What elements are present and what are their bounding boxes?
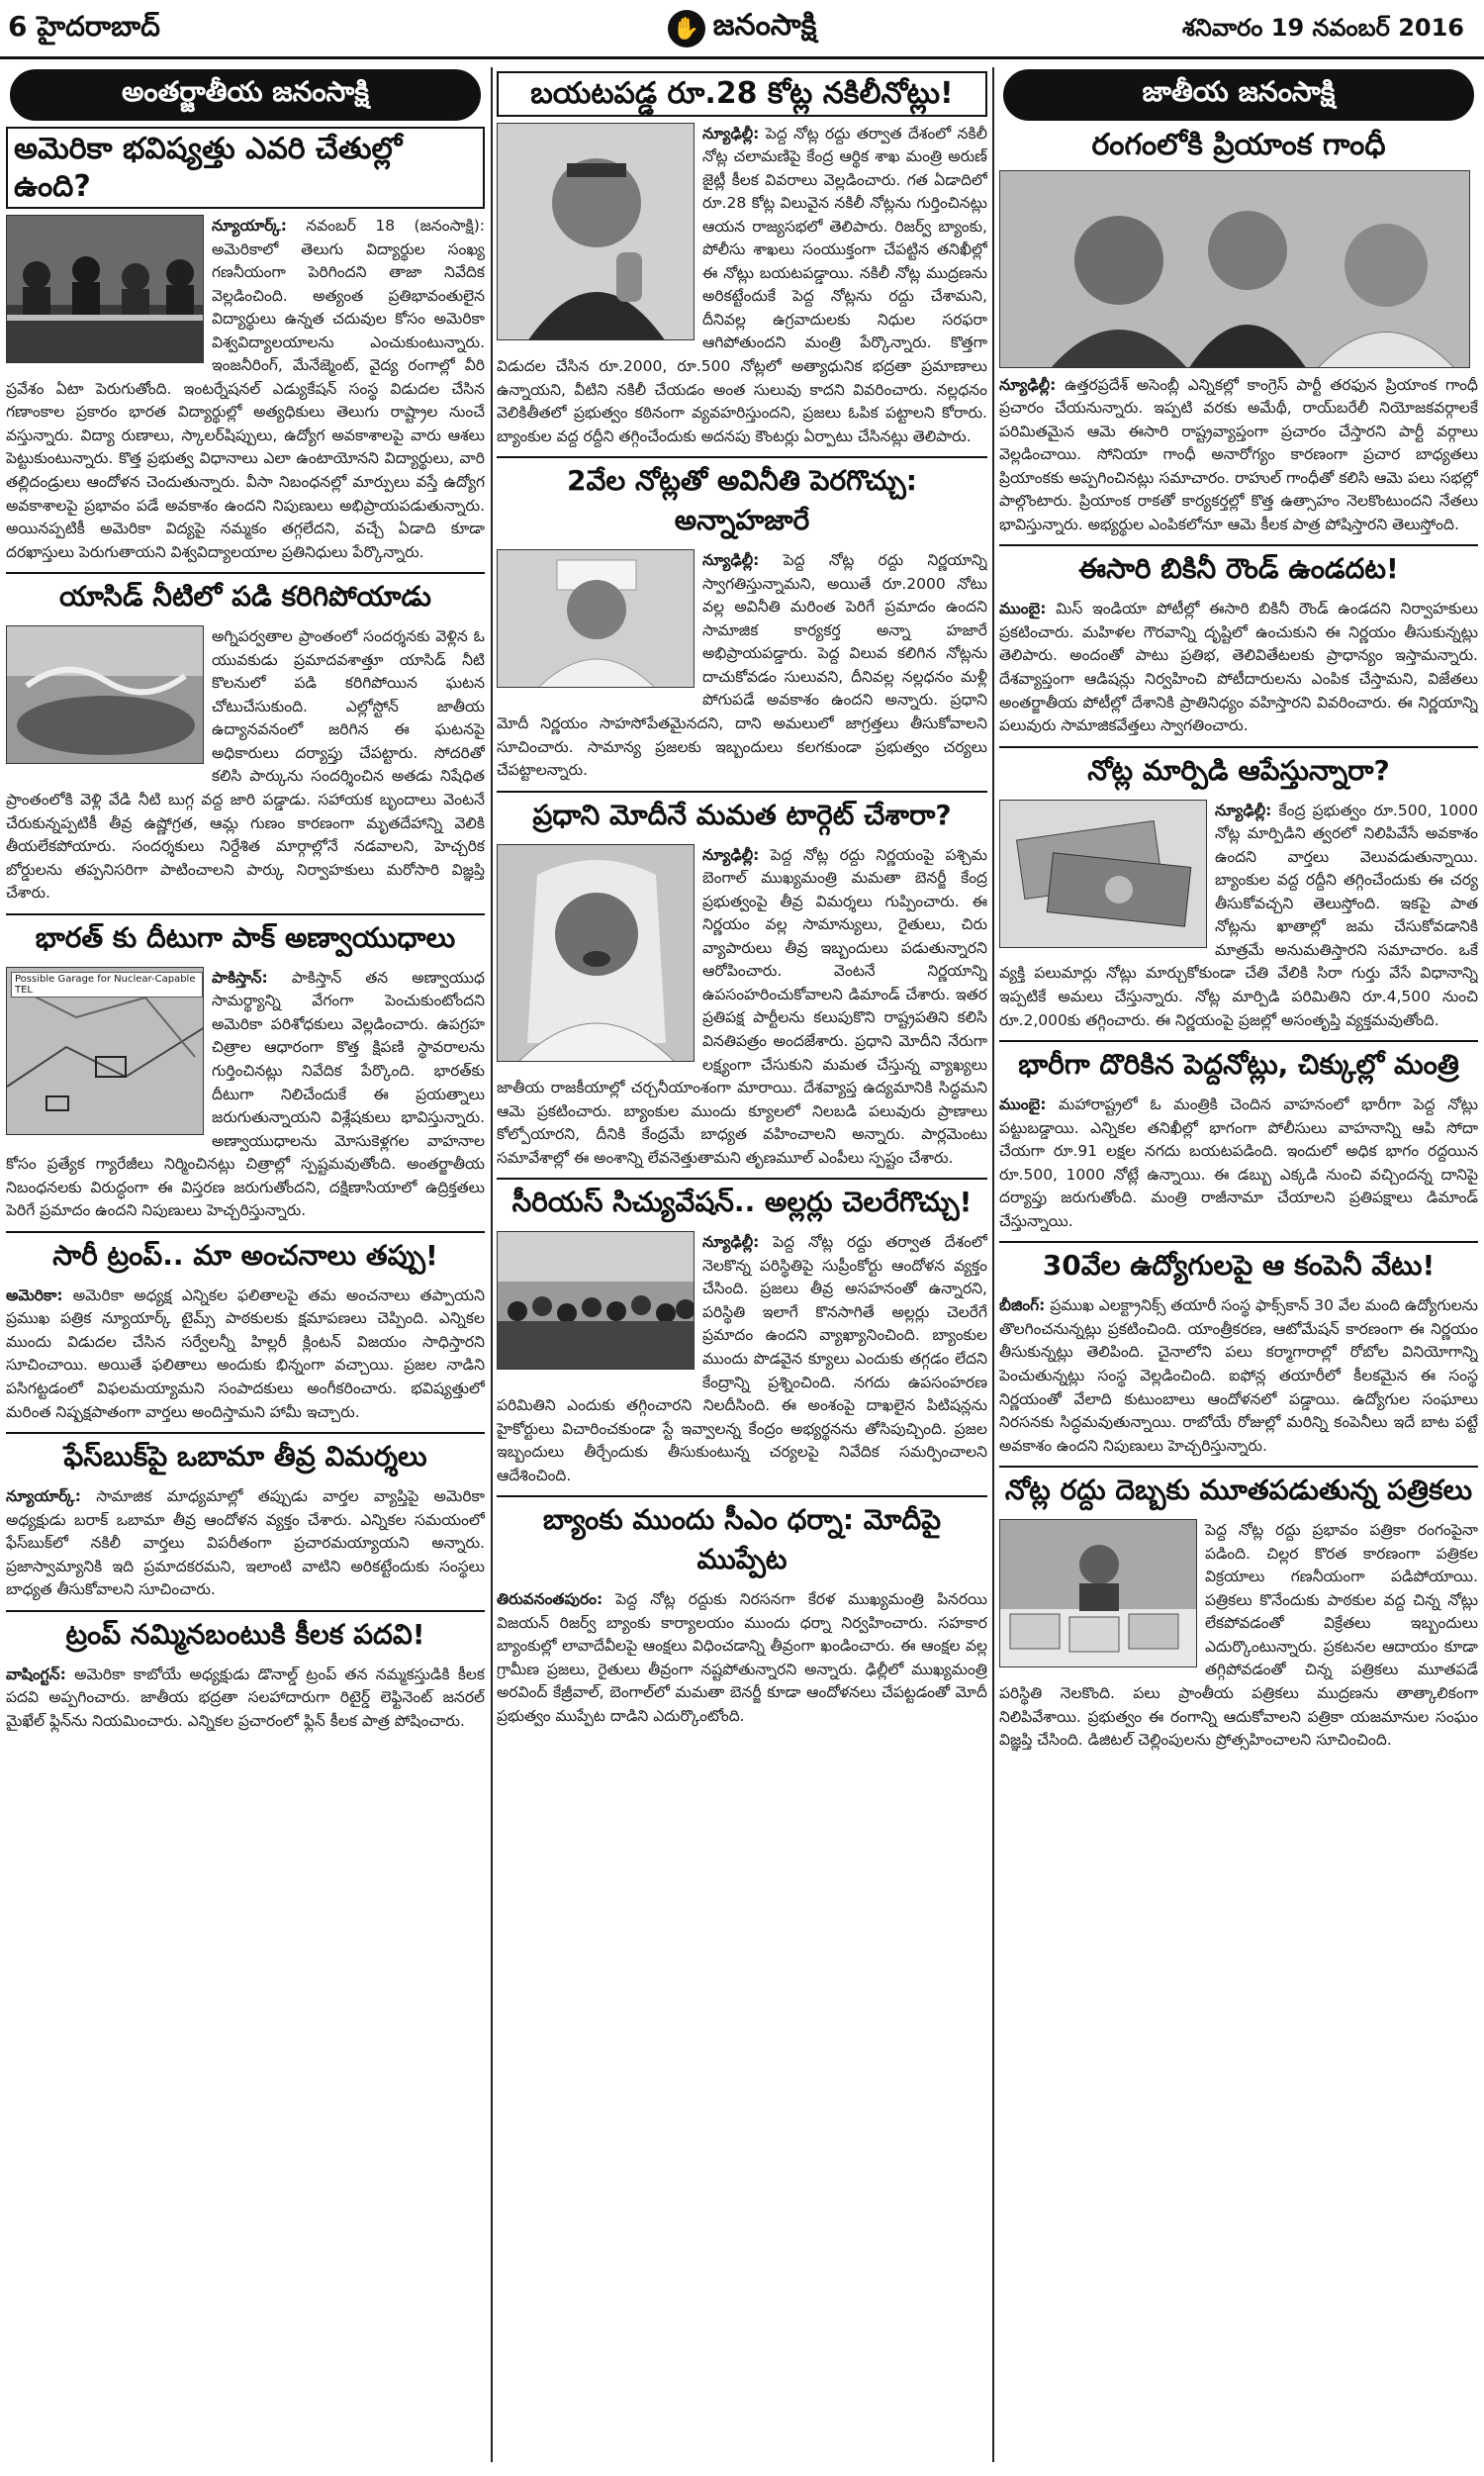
photo-jaitley xyxy=(497,123,695,340)
currency-notes-icon xyxy=(1000,801,1207,948)
page-edition xyxy=(8,10,160,49)
landscape-photo-icon xyxy=(7,626,204,764)
dateline: ముంబై: xyxy=(999,600,1047,619)
headline: బయటపడ్డ రూ.28 కోట్ల నకిలీనోట్లు! xyxy=(497,71,987,117)
headline: అమెరికా భవిష్యత్తు ఎవరి చేతుల్లో ఉంది? xyxy=(6,127,485,209)
body-text: పెద్ద నోట్ల రద్దు నిర్ణయాన్ని స్వాగతిస్తున్నామని, అయితే రూ.2000 నోటు వల్ల అవినీతి మరింత పెరిగే ప్రమాదం ఉందని సామాజిక కార్యకర్త అన్నా హజారే అభిప్రాయపడ్డారు. పెద్ద విలువ కలిగిన నోట్లను దాచుకోవడం సులువని, దీనివల్ల నల్లధనం మళ్లీ పోగుపడే అవకాశం ఉందని అన్నారు. ప్రధాని మోదీ నిర్ణయం సాహసోపేతమైనదని, దాని అమలులో జాగ్రత్తలు తీసుకోవాలని సూచించారు. సామాన్య ప్రజలకు ఇబ్బందులు కలగకుండా ప్రభుత్వం చర్యలు చేపట్టాలన్నారు. xyxy=(497,551,987,780)
column-center xyxy=(497,67,987,2462)
story-minister-cash xyxy=(999,1040,1478,1233)
story-fake-notes xyxy=(497,71,987,448)
students-photo-icon xyxy=(7,216,204,363)
dateline: న్యూయార్క్: xyxy=(212,217,287,235)
dateline: బీజింగ్: xyxy=(999,1296,1046,1315)
vendor-photo-icon xyxy=(1000,1520,1197,1667)
photo-newspaper-vendor xyxy=(999,1519,1197,1667)
body-text: పాకిస్తాన్ తన అణ్వాయుధ సామర్థ్యాన్ని వేగంగా పెంచుకుంటోందని అమెరికా పరిశోధకులు వెల్లడించారు. ఉపగ్రహ చిత్రాల ఆధారంగా కొత్త క్షిపణి స్థావరాలను గుర్తించినట్లు నివేదిక పేర్కొంది. భారత్‌కు దీటుగా నిలిచేందుకే ఈ ప్రయత్నాలు జరుగుతున్నాయని విశ్లేషకులు భావిస్తున్నారు. అణ్వాయుధాలను మోసుకెళ్లగల వాహనాల కోసం ప్రత్యేక గ్యారేజీలు నిర్మించినట్లు చిత్రాల్లో స్పష్టమవుతోంది. అంతర్జాతీయ నిబంధనలకు విరుద్ధంగా ఈ విస్తరణ జరుగుతోందని, దక్షిణాసియాలో ఉద్రిక్తతలు పెరిగే ప్రమాదం ఉందని నిపుణులు హెచ్చరిస్తున్నారు. xyxy=(6,968,485,1220)
story-bikini-round xyxy=(999,544,1478,737)
story-pak-nukes xyxy=(6,913,485,1223)
story-body xyxy=(999,374,1478,537)
headline: 2వేల నోట్లతో అవినీతి పెరగొచ్చు: అన్నాహజారే xyxy=(497,456,987,543)
story-body: పెద్ద నోట్ల రద్దు ప్రభావం పత్రికా రంగంపైనా పడింది. చిల్లర కొరత కారణంగా పత్రికల విక్రయాలు గణనీయంగా పడిపోయాయి. పత్రికలు కొనేందుకు పాఠకుల వద్ద చిన్న నోట్లు లేకపోవడంతో విక్రేతలు ఇబ్బందులు ఎదుర్కొంటున్నారు. ప్రకటనల ఆదాయం కూడా తగ్గిపోవడంతో చిన్న పత్రికలు మూతపడే పరిస్థితి నెలకొంది. పలు ప్రాంతీయ పత్రికలు ముద్రణను తాత్కాలికంగా నిలిపివేశాయి. ప్రభుత్వం ఈ రంగాన్ని ఆదుకోవాలని పత్రికా యజమానుల సంఘం విజ్ఞప్తి చేసింది. డిజిటల్ చెల్లింపులను ప్రోత్సహించాలని సూచించింది. xyxy=(999,1521,1478,1750)
body-text: అమెరికా అధ్యక్ష ఎన్నికల ఫలితాలపై తమ అంచనాలు తప్పాయని ప్రముఖ పత్రిక న్యూయార్క్ టైమ్స్ పాఠకులకు క్షమాపణలు చెప్పింది. ఎన్నికల ముందు విడుదల చేసిన సర్వేలన్నీ హిల్లరీ క్లింటన్ విజయం సాధిస్తారని సూచించాయి. అయితే ఫలితాలు అందుకు భిన్నంగా వచ్చాయి. ప్రజల నాడిని పసిగట్టడంలో విఫలమయ్యామని సంపాదకులు అంగీకరించారు. భవిష్యత్తులో మరింత నిష్పక్షపాతంగా వార్తలు అందిస్తామని హామీ ఇచ్చారు. xyxy=(6,1286,485,1421)
headline: ట్రంప్ నమ్మినబంటుకి కీలక పదవి! xyxy=(6,1610,485,1658)
portrait-photo-icon xyxy=(498,550,695,688)
dateline: తిరువనంతపురం: xyxy=(497,1590,603,1609)
story-note-exchange xyxy=(999,746,1478,1032)
story-cm-dharna xyxy=(497,1495,987,1728)
story-trump-aide xyxy=(6,1610,485,1734)
headline: నోట్ల మార్పిడి ఆపేస్తున్నారా? xyxy=(999,746,1478,794)
story-anna-hazare xyxy=(497,456,987,782)
column-national xyxy=(999,67,1478,2462)
story-body xyxy=(999,1094,1478,1233)
body-text: పెద్ద నోట్ల రద్దు నిర్ణయంపై పశ్చిమ బెంగాల్ ముఖ్యమంత్రి మమతా బెనర్జీ కేంద్ర ప్రభుత్వంపై తీవ్ర విమర్శలు గుప్పించారు. ఈ నిర్ణయం వల్ల సామాన్యులు, రైతులు, చిరు వ్యాపారులు తీవ్ర ఇబ్బందులు పడుతున్నారని ఆరోపించారు. వెంటనే నిర్ణయాన్ని ఉపసంహరించుకోవాలని డిమాండ్ చేశారు. ఇతర ప్రతిపక్ష పార్టీలను కలుపుకొని రాష్ట్రపతిని కలిసి వినతిపత్రం అందజేశారు. ప్రధాని మోదీని నేరుగా లక్ష్యంగా చేసుకుని మమత చేస్తున్న వ్యాఖ్యలు జాతీయ రాజకీయాల్లో చర్చనీయాంశంగా మారాయి. దేశవ్యాప్త ఉద్యమానికి సిద్ధమని ఆమె ప్రకటించారు. బ్యాంకుల ముందు క్యూలలో నిలబడి పలువురు ప్రాణాలు కోల్పోయారని, దీనికి కేంద్రమే బాధ్యత వహించాలని అన్నారు. పార్లమెంటు సమావేశాల్లో ఈ అంశాన్ని లేవనెత్తుతామని తృణమూల్ ఎంపీలు స్పష్టం చేశారు. xyxy=(497,845,987,1167)
masthead xyxy=(0,0,1484,59)
newspaper-logo xyxy=(633,6,851,51)
body-text: పెద్ద నోట్ల రద్దు తర్వాత దేశంలో నకిలీ నోట్ల చలామణిపై కేంద్ర ఆర్థిక శాఖ మంత్రి అరుణ్ జైట్లీ కీలక వివరాలు వెల్లడించారు. గత ఏడాదిలో రూ.28 కోట్ల విలువైన నకిలీ నోట్లను గుర్తించినట్లు ఆయన రాజ్యసభలో తెలిపారు. రిజర్వ్ బ్యాంకు, పోలీసు శాఖలు సంయుక్తంగా చేపట్టిన తనిఖీల్లో ఈ నోట్లు బయటపడ్డాయి. నకిలీ నోట్ల ముద్రణను అరికట్టేందుకే పెద్ద నోట్లను రద్దు చేశామని, దీనివల్ల ఉగ్రవాదులకు నిధుల సరఫరా ఆగిపోతుందని మంత్రి పేర్కొన్నారు. కొత్తగా విడుదల చేసిన రూ.2000, రూ.500 నోట్లలో అత్యాధునిక భద్రతా ప్రమాణాలు ఉన్నాయని, వీటిని నకిలీ చేయడం అంత సులువు కాదని వివరించారు. నల్లధనం వెలికితీతలో ప్రభుత్వం కఠినంగా వ్యవహరిస్తుందని, ప్రజలు ఓపిక పట్టాలని కోరారు. బ్యాంకుల వద్ద రద్దీని తగ్గించేందుకు అదనపు కౌంటర్లు ఏర్పాటు చేసినట్లు తెలిపారు. xyxy=(497,124,987,445)
headline: ప్రధాని మోదీనే మమత టార్గెట్ చేశారా? xyxy=(497,791,987,838)
body-text: పెద్ద నోట్ల రద్దు తర్వాత దేశంలో నెలకొన్న పరిస్థితిపై సుప్రీంకోర్టు ఆందోళన వ్యక్తం చేసింది. ప్రజలు తీవ్ర అసహనంతో ఉన్నారని, పరిస్థితి ఇలాగే కొనసాగితే అల్లర్లు చెలరేగే ప్రమాదం ఉందని వ్యాఖ్యానించింది. బ్యాంకుల ముందు పొడవైన క్యూలు ఎందుకు తగ్గడం లేదని కేంద్రాన్ని ప్రశ్నించింది. నగదు ఉపసంహరణ పరిమితిని ఎందుకు తగ్గించారని నిలదీసింది. ఈ అంశంపై దాఖలైన పిటిషన్లను హైకోర్టులు విచారించకుండా స్టే ఇవ్వాలన్న కేంద్రం అభ్యర్థనను తోసిపుచ్చింది. ప్రజల ఇబ్బందులు తీర్చేందుకు తీసుకుంటున్న చర్యలపై నివేదిక సమర్పించాలని ఆదేశించింది. xyxy=(497,1233,987,1484)
hand-logo-icon: ✋ xyxy=(668,10,705,48)
body-text: మిస్ ఇండియా పోటీల్లో ఈసారి బికినీ రౌండ్ ఉండదని నిర్వాహకులు ప్రకటించారు. మహిళల గౌరవాన్ని దృష్టిలో ఉంచుకుని ఈ నిర్ణయం తీసుకున్నట్లు తెలిపారు. అందంతో పాటు ప్రతిభ, తెలివితేటలకు ప్రాధాన్యం ఇస్తామన్నారు. దేశవ్యాప్తంగా ఆడిషన్లు నిర్వహించి పోటీదారులను ఎంపిక చేస్తామని, విజేతలు అంతర్జాతీయ పోటీల్లో దేశానికి ప్రాతినిధ్యం వహిస్తారని వివరించారు. ఈ నిర్ణయాన్ని పలువురు సామాజికవేత్తలు స్వాగతించారు. xyxy=(999,600,1478,735)
body-text: నవంబర్ 18 (జనంసాక్షి): అమెరికాలో తెలుగు విద్యార్థుల సంఖ్య గణనీయంగా పెరిగిందని తాజా నివేదిక వెల్లడించింది. అత్యంత ప్రతిభావంతులైన విద్యార్థులు ఉన్నత చదువుల కోసం అమెరికా విశ్వవిద్యాలయాలను ఎంచుకుంటున్నారు. ఇంజనీరింగ్, మేనేజ్మెంట్, వైద్య రంగాల్లో వీరి ప్రవేశం ఏటా పెరుగుతోంది. ఇంటర్నేషనల్ ఎడ్యుకేషన్ సంస్థ విడుదల చేసిన గణాంకాల ప్రకారం భారత విద్యార్థుల్లో అత్యధికులు తెలుగు రాష్ట్రాల నుంచే వస్తున్నారు. విద్యా రుణాలు, స్కాలర్‌షిప్పులు, ఉద్యోగ అవకాశాలపై వారు ఆశలు పెట్టుకుంటున్నారు. కొత్త ప్రభుత్వ విధానాలు ఎలా ఉంటాయోనని విద్యార్థులు, వారి తల్లిదండ్రులు ఆందోళన చెందుతున్నారు. వీసా నిబంధనల్లో మార్పులు వస్తే ఉద్యోగ అవకాశాలపై ప్రభావం పడే అవకాశం ఉందని నిపుణులు అభిప్రాయపడుతున్నారు. అయినప్పటికీ అమెరికా విద్యపై నమ్మకం తగ్గలేదని, వచ్చే ఏడాది కూడా దరఖాస్తులు పెరుగుతాయని విశ్వవిద్యాలయాల ప్రతినిధులు పేర్కొన్నారు. xyxy=(6,217,485,561)
section-banner-international: అంతర్జాతీయ జనంసాక్షి xyxy=(10,69,481,121)
dateline: అమెరికా: xyxy=(6,1286,63,1304)
body-text: అమెరికా కాబోయే అధ్యక్షుడు డొనాల్డ్ ట్రంప్ తన నమ్మకస్తుడికి కీలక పదవి అప్పగించారు. జాతీయ భద్రతా సలహాదారుగా రిటైర్డ్ లెఫ్టినెంట్ జనరల్ మైఖేల్ ఫ్లిన్‌ను నియమించారు. ఎన్నికల ప్రచారంలో ఫ్లిన్ కీలక పాత్ర పోషించారు. xyxy=(6,1665,485,1730)
body-text: కేంద్ర ప్రభుత్వం రూ.500, 1000 నోట్ల మార్పిడిని త్వరలో నిలిపివేసే అవకాశం ఉందని వార్తలు వెలువడుతున్నాయి. బ్యాంకుల వద్ద రద్దీని తగ్గించేందుకు ఈ చర్య తీసుకోవచ్చని తెలుస్తోంది. ఇకపై పాత నోట్లను ఖాతాల్లో జమ చేసుకోవడానికి మాత్రమే అనుమతిస్తారని సమాచారం. ఒకే వ్యక్తి పలుమార్లు నోట్లు మార్చుకోకుండా చేతి వేలికి సిరా గుర్తు వేసే విధానాన్ని ఇప్పటికే అమలు చేస్తున్నారు. నోట్ల మార్పిడి పరిమితిని రూ.4,500 నుంచి రూ.2,000కు తగ్గించారు. ఈ నిర్ణయంపై ప్రజల్లో అసంతృప్తి వ్యక్తమవుతోంది. xyxy=(999,801,1478,1029)
headline: భారత్ కు దీటుగా పాక్ అణ్వాయుధాలు xyxy=(6,913,485,961)
dateline: న్యూయార్క్: xyxy=(6,1487,81,1506)
headline: భారీగా దొరికిన పెద్దనోట్లు, చిక్కుల్లో మంత్రి xyxy=(999,1040,1478,1088)
column-rule xyxy=(992,67,994,2462)
section-banner-national: జాతీయ జనంసాక్షి xyxy=(1003,69,1474,121)
group-photo-icon xyxy=(1000,171,1470,368)
headline: నోట్ల రద్దు దెబ్బకు మూతపడుతున్న పత్రికలు xyxy=(999,1466,1478,1513)
body-text: సామాజిక మాధ్యమాల్లో తప్పుడు వార్తల వ్యాప్తిపై అమెరికా అధ్యక్షుడు బరాక్ ఒబామా తీవ్ర ఆందోళన వ్యక్తం చేశారు. ఎన్నికల సమయంలో ఫేస్‌బుక్‌లో నకిలీ వార్తలు విపరీతంగా ప్రచారమయ్యాయని అన్నారు. ప్రజాస్వామ్యానికి ఇది ప్రమాదకరమని, ఇలాంటి వాటిని అరికట్టేందుకు సంస్థలు బాధ్యత తీసుకోవాలని సూచించారు. xyxy=(6,1487,485,1599)
photo-mamata xyxy=(497,844,695,1062)
body-text: ఉత్తరప్రదేశ్ అసెంబ్లీ ఎన్నికల్లో కాంగ్రెస్ పార్టీ తరఫున ప్రియాంక గాంధీ ప్రచారం చేయనున్నారు. ఇప్పటి వరకు అమేథీ, రాయ్‌బరేలీ నియోజకవర్గాలకే పరిమితమైన ఆమె ఈసారి రాష్ట్రవ్యాప్తంగా ప్రచారం చేస్తారని పార్టీ వర్గాలు వెల్లడించాయి. సోనియా గాంధీ అనారోగ్యం కారణంగా ప్రచార బాధ్యతలు ప్రియాంకకు అప్పగించినట్లు సమాచారం. రాహుల్ గాంధీతో కలిసి ఆమె పలు సభల్లో పాల్గొంటారు. ప్రియాంక రాకతో కార్యకర్తల్లో కొత్త ఉత్సాహం నెలకొంటుందని నేతలు భావిస్తున్నారు. అభ్యర్థుల ఎంపికలోనూ ఆమె కీలక పాత్ర పోషిస్తారని తెలుస్తోంది. xyxy=(999,375,1478,533)
dateline: పాకిస్తాన్: xyxy=(212,968,268,987)
logo-text: జనంసాక్షి xyxy=(712,8,817,43)
story-body xyxy=(6,1664,485,1734)
story-body xyxy=(999,598,1478,737)
dateline: న్యూఢిల్లీ: xyxy=(702,124,760,143)
story-body xyxy=(6,1285,485,1424)
headline: సీరియస్ సిచ్యువేషన్.. అల్లర్లు చెలరేగొచ్చు! xyxy=(497,1178,987,1225)
crowd-photo-icon xyxy=(498,1232,695,1370)
dateline: న్యూఢిల్లీ: xyxy=(999,375,1057,394)
portrait-photo-icon xyxy=(498,124,695,340)
dateline: న్యూఢిల్లీ: xyxy=(702,1233,760,1252)
headline: ఫేస్‌బుక్‌పై ఒబామా తీవ్ర విమర్శలు xyxy=(6,1432,485,1479)
story-foxconn-layoffs xyxy=(999,1241,1478,1458)
story-sorry-trump xyxy=(6,1231,485,1424)
dateline: న్యూఢిల్లీ: xyxy=(702,551,760,570)
story-newspapers-closing xyxy=(999,1466,1478,1752)
headline: యాసిడ్ నీటిలో పడి కరిగిపోయాడు xyxy=(6,572,485,619)
story-body xyxy=(999,1294,1478,1458)
headline: ఈసారి బికినీ రౌండ్ ఉండదట! xyxy=(999,544,1478,592)
story-obama-facebook xyxy=(6,1432,485,1602)
photo-crowd xyxy=(497,1231,695,1370)
story-acid-water xyxy=(6,572,485,905)
page-number: 6 xyxy=(8,10,28,43)
story-priyanka xyxy=(999,127,1478,536)
headline: బ్యాంకు ముందు సీఎం ధర్నా: మోదీపై ముప్పేట xyxy=(497,1495,987,1582)
body-text: ప్రముఖ ఎలక్ట్రానిక్స్ తయారీ సంస్థ ఫాక్స్‌కాన్ 30 వేల మంది ఉద్యోగులను తొలగించనున్నట్లు ప్రకటించింది. యాంత్రీకరణ, ఆటోమేషన్ కారణంగా ఈ నిర్ణయం తీసుకున్నట్లు తెలిపింది. చైనాలోని పలు కర్మాగారాల్లో రోబోల వినియోగాన్ని పెంచుతున్నట్లు సంస్థ వెల్లడించింది. ఐఫోన్ల తయారీలో కీలకమైన ఈ సంస్థ నిర్ణయంతో వేలాది కుటుంబాలు ఆందోళనలో పడ్డాయి. ఉద్యోగుల సంఘాలు నిరసనకు సిద్ధమవుతున్నాయి. రాబోయే రోజుల్లో మరిన్ని కంపెనీలు ఇదే బాట పట్టే అవకాశం ఉందని నిపుణులు హెచ్చరిస్తున్నారు. xyxy=(999,1296,1478,1455)
headline: 30వేల ఉద్యోగులపై ఆ కంపెనీ వేటు! xyxy=(999,1241,1478,1288)
issue-date: శనివారం 19 నవంబర్ 2016 xyxy=(1181,14,1464,42)
headline: రంగంలోకి ప్రియాంక గాంధీ xyxy=(1091,128,1386,162)
dateline: న్యూఢిల్లీ: xyxy=(1215,801,1272,819)
body-text: మహారాష్ట్రలో ఓ మంత్రికి చెందిన వాహనంలో భారీగా పెద్ద నోట్లు పట్టుబడ్డాయి. ఎన్నికల తనిఖీల్లో భాగంగా పోలీసులు వాహనాన్ని ఆపి సోదా చేయగా రూ.91 లక్షల నగదు బయటపడింది. ఇందులో అధిక భాగం రద్దయిన రూ.500, 1000 నోట్లే ఉన్నాయి. ఈ డబ్బు ఎక్కడి నుంచి వచ్చిందన్న దానిపై దర్యాప్తు జరుగుతోంది. మంత్రి రాజీనామా చేయాలని ప్రతిపక్షాలు డిమాండ్ చేస్తున్నాయి. xyxy=(999,1095,1478,1230)
dateline: న్యూఢిల్లీ: xyxy=(702,845,760,864)
dateline: వాషింగ్టన్: xyxy=(6,1665,66,1683)
column-rule xyxy=(491,67,493,2462)
photo-students-exam xyxy=(6,215,204,363)
story-body xyxy=(497,1588,987,1728)
edition-name: హైదరాబాద్ xyxy=(37,10,160,43)
photo-satellite-map xyxy=(6,967,204,1135)
body-text: పెద్ద నోట్ల రద్దుకు నిరసనగా కేరళ ముఖ్యమంత్రి పినరయి విజయన్ రిజర్వ్ బ్యాంకు కార్యాలయం ముందు ధర్నా నిర్వహించారు. సహకార బ్యాంకుల్లో లావాదేవీలపై ఆంక్షలు విధించడాన్ని తీవ్రంగా ఖండించారు. ఈ ఆంక్షల వల్ల గ్రామీణ ప్రజలు, రైతులు తీవ్రంగా నష్టపోతున్నారని అన్నారు. ఢిల్లీలో ముఖ్యమంత్రి అరవింద్ కేజ్రీవాల్, బెంగాల్‌లో మమతా బెనర్జీ కూడా ఆందోళనలు చేపట్టడంతో మోదీ ప్రభుత్వం ముప్పేట దాడిని ఎదుర్కొంటోంది. xyxy=(497,1590,987,1726)
headline: సారీ ట్రంప్.. మా అంచనాలు తప్పు! xyxy=(6,1231,485,1279)
photo-geyser xyxy=(6,625,204,764)
photo-priyanka-sonia xyxy=(999,170,1470,368)
column-international xyxy=(6,67,485,2462)
story-serious-situation xyxy=(497,1178,987,1487)
story-mamata xyxy=(497,791,987,1171)
photo-currency-notes xyxy=(999,800,1207,948)
story-body: అగ్నిపర్వతాల ప్రాంతంలో సందర్శనకు వెళ్లిన ఓ యువకుడు ప్రమాదవశాత్తూ యాసిడ్ నీటి కొలనులో పడి కరిగిపోయిన ఘటన చోటుచేసుకుంది. ఎల్లోస్టోన్ జాతీయ ఉద్యానవనంలో జరిగిన ఈ ఘటనపై అధికారులు దర్యాప్తు చేపట్టారు. సోదరితో కలిసి పార్కును సందర్శించిన అతడు నిషేధిత ప్రాంతంలోకి వెళ్లి వేడి నీటి బుగ్గ వద్ద జారి పడ్డాడు. సహాయక బృందాలు వెంటనే చేరుకున్నప్పటికీ తీవ్ర ఉష్ణోగ్రత, ఆమ్ల గుణం కారణంగా మృతదేహాన్ని వెలికి తీయలేకపోయారు. సందర్శకులు నిర్దేశిత మార్గాల్లోనే నడవాలని, హెచ్చరిక బోర్డులను తప్పనిసరిగా పాటించాలని పార్కు నిర్వాహకులు మరోసారి విజ్ఞప్తి చేశారు. xyxy=(6,627,485,903)
dateline: ముంబై: xyxy=(999,1095,1047,1114)
photo-anna-hazare xyxy=(497,549,695,688)
story-america-future xyxy=(6,127,485,564)
story-body xyxy=(6,1485,485,1602)
map-caption: Possible Garage for Nuclear-Capable TEL xyxy=(11,972,203,998)
portrait-photo-icon xyxy=(498,845,695,1062)
